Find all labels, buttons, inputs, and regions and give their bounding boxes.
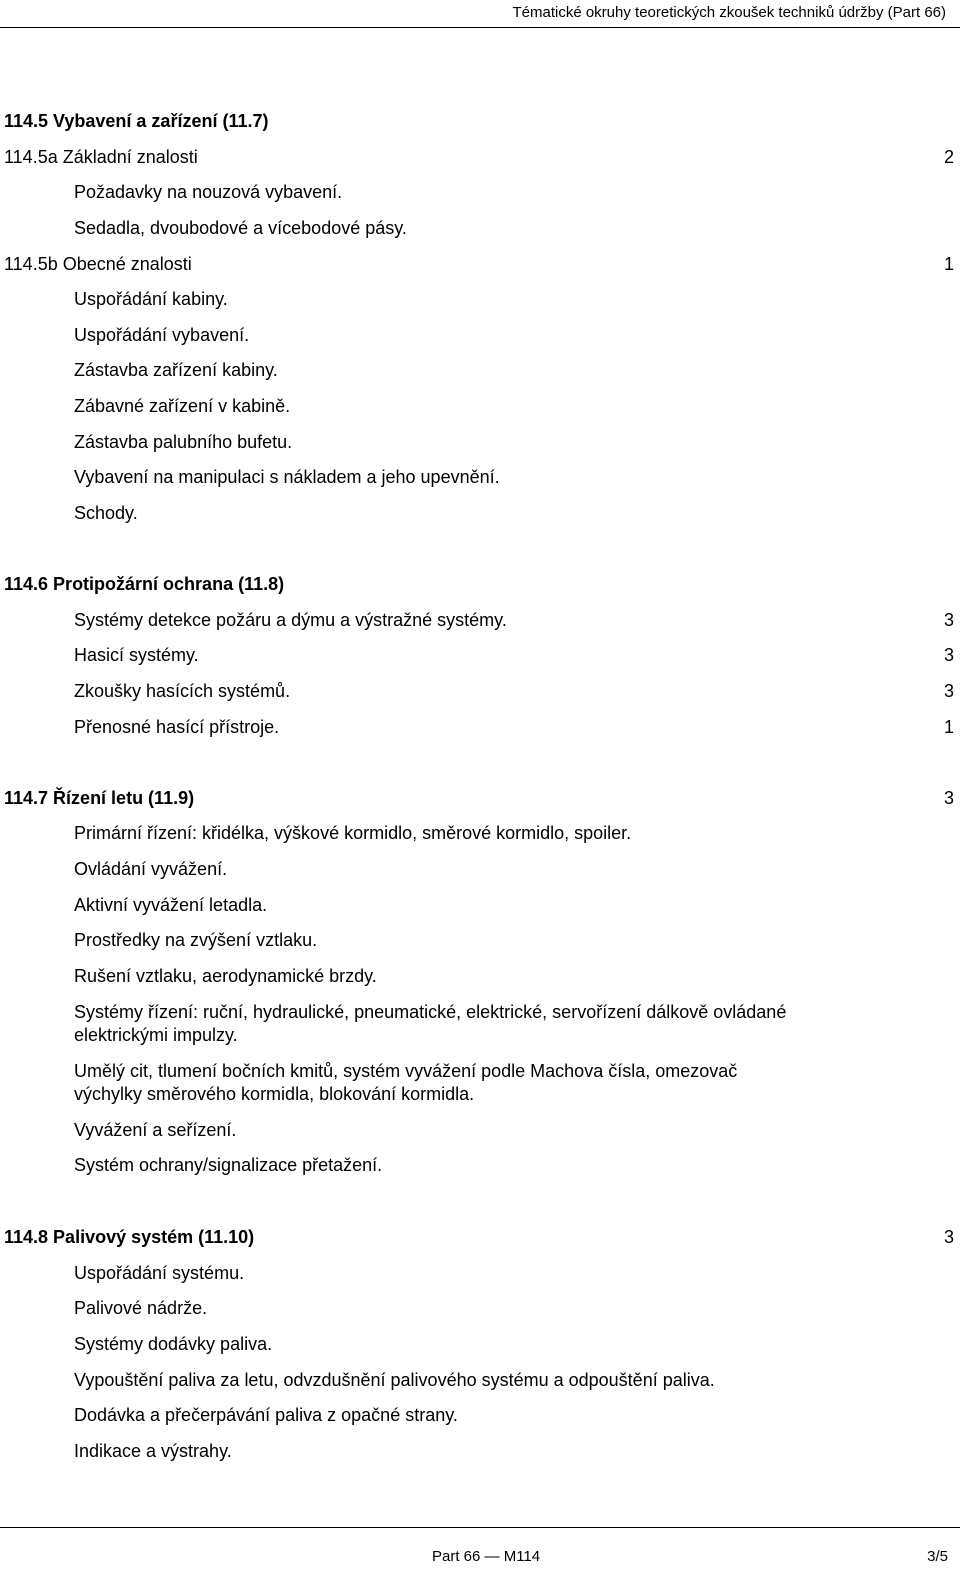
section-heading-114-6: 114.6 Protipožární ochrana (11.8) <box>4 574 285 594</box>
page-number: 3/5 <box>927 1548 948 1565</box>
list-item: Sedadla, dvoubodové a vícebodové pásy. <box>74 218 407 238</box>
list-item: Přenosné hasící přístroje. <box>74 717 280 737</box>
list-item: Zkoušky hasících systémů. <box>74 681 291 701</box>
subsection-heading-114-5a: 114.5a Základní znalosti <box>4 147 198 167</box>
list-item: Rušení vztlaku, aerodynamické brzdy. <box>74 966 377 986</box>
list-item: Aktivní vyvážení letadla. <box>74 895 268 915</box>
list-item: Zástavba zařízení kabiny. <box>74 360 278 380</box>
section-heading-114-8: 114.8 Palivový systém (11.10) <box>4 1227 255 1247</box>
list-item: Systémy řízení: ruční, hydraulické, pneumatické, elektrické, servořízení dálkově ovládané <box>74 1002 787 1022</box>
level-114-8: 3 <box>943 1227 954 1247</box>
list-item: Systém ochrany/signalizace přetažení. <box>74 1155 383 1175</box>
footer-rule <box>0 1527 960 1528</box>
list-item: Systémy detekce požáru a dýmu a výstražné systémy. <box>74 610 507 630</box>
level-114-5a: 2 <box>943 147 954 167</box>
list-item: Vybavení na manipulaci s nákladem a jeho upevnění. <box>74 467 500 487</box>
header-rule <box>0 27 960 28</box>
subsection-heading-114-5b: 114.5b Obecné znalosti <box>4 254 192 274</box>
list-item: Požadavky na nouzová vybavení. <box>74 182 343 202</box>
section-heading-114-7: 114.7 Řízení letu (11.9) <box>4 788 195 808</box>
list-item: Zábavné zařízení v kabině. <box>74 396 291 416</box>
level-114-5b: 1 <box>943 254 954 274</box>
list-item: Vyvážení a seřízení. <box>74 1120 237 1140</box>
footer-label: Part 66 — M114 <box>432 1548 541 1565</box>
level-114-7: 3 <box>943 788 954 808</box>
list-item: Dodávka a přečerpávání paliva z opačné strany. <box>74 1405 458 1425</box>
level-value: 3 <box>943 681 954 701</box>
list-item: Uspořádání vybavení. <box>74 325 250 345</box>
list-item: Indikace a výstrahy. <box>74 1441 232 1461</box>
level-value: 1 <box>943 717 954 737</box>
list-item: Vypouštění paliva za letu, odvzdušnění palivového systému a odpouštění paliva. <box>74 1370 715 1390</box>
list-item: Schody. <box>74 503 138 523</box>
list-item: Uspořádání kabiny. <box>74 289 228 309</box>
list-item-continuation: elektrickými impulzy. <box>74 1025 238 1045</box>
list-item: Hasicí systémy. <box>74 645 199 665</box>
list-item: Zástavba palubního bufetu. <box>74 432 293 452</box>
list-item: Uspořádání systému. <box>74 1263 245 1283</box>
list-item-continuation: výchylky směrového kormidla, blokování kormidla. <box>74 1084 475 1104</box>
list-item: Ovládání vyvážení. <box>74 859 228 879</box>
section-heading-114-5: 114.5 Vybavení a zařízení (11.7) <box>4 111 269 131</box>
list-item: Palivové nádrže. <box>74 1298 208 1318</box>
list-item: Systémy dodávky paliva. <box>74 1334 273 1354</box>
list-item: Prostředky na zvýšení vztlaku. <box>74 930 318 950</box>
list-item: Umělý cit, tlumení bočních kmitů, systém vyvážení podle Machova čísla, omezovač <box>74 1061 738 1081</box>
list-item: Primární řízení: křidélka, výškové kormidlo, směrové kormidlo, spoiler. <box>74 823 632 843</box>
header-title: Tématické okruhy teoretických zkoušek techniků údržby (Part 66) <box>512 4 946 21</box>
level-value: 3 <box>943 610 954 630</box>
level-value: 3 <box>943 645 954 665</box>
